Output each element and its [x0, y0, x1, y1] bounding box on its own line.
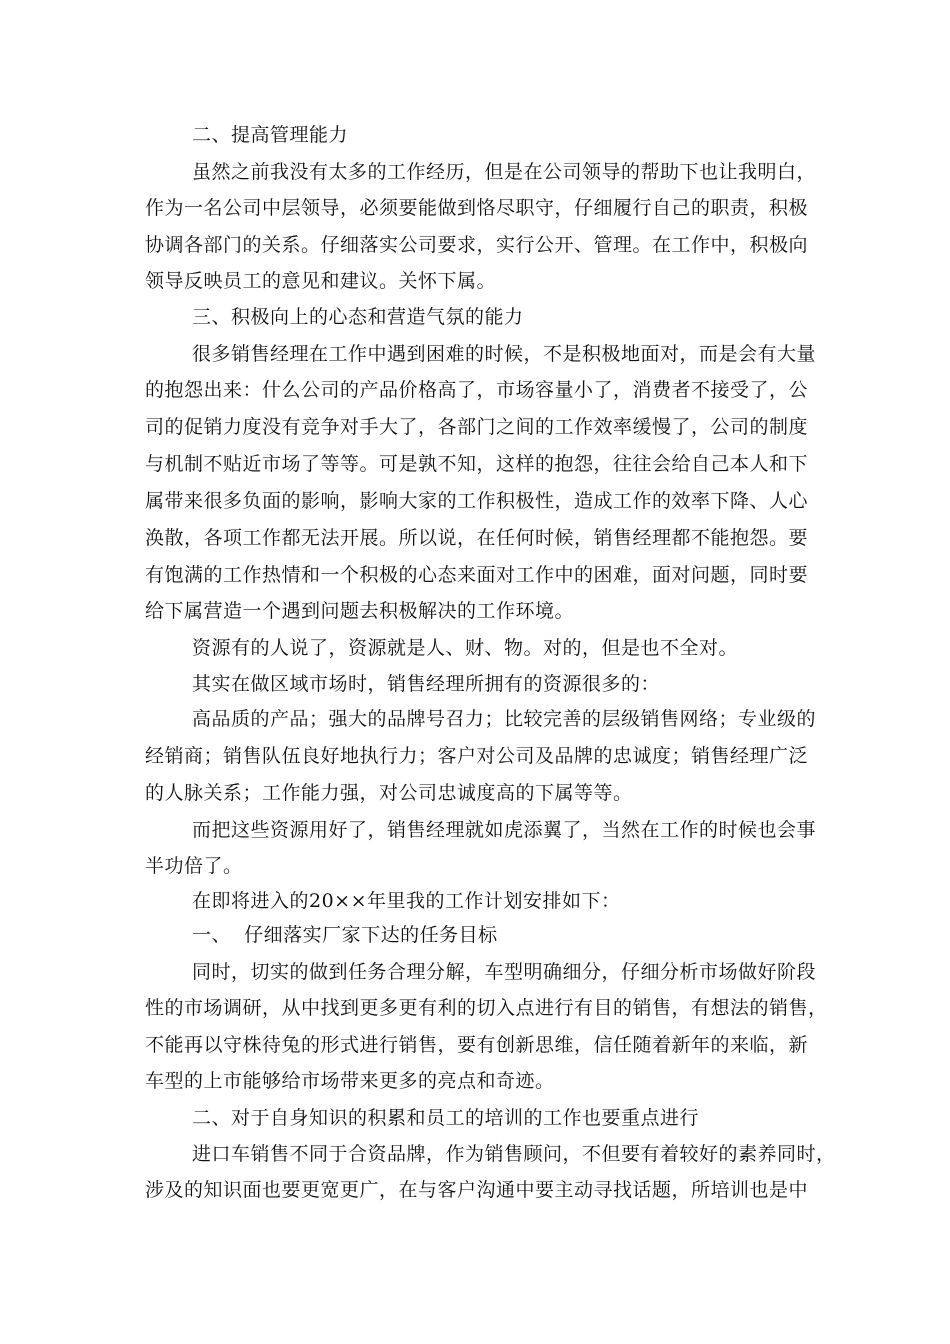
paragraph-line: 在即将进入的20××年里我的工作计划安排如下：	[192, 890, 621, 912]
paragraph-line: 资源有的人说了，资源就是人、财、物。对的，但是也不全对。	[192, 637, 739, 659]
paragraph-line: 与机制不贴近市场了等等。可是孰不知，这样的抱怨，往往会给自己本人和下	[145, 453, 809, 475]
paragraph-line: 性的市场调研，从中找到更多更有利的切入点进行有目的销售，有想法的销售，	[145, 997, 828, 1019]
paragraph-line: 作为一名公司中层领导，必须要能做到恪尽职守，仔细履行自己的职责，积极	[145, 197, 809, 219]
paragraph-line: 涣散，各项工作都无法开展。所以说，在任何时候，销售经理都不能抱怨。要	[145, 527, 809, 549]
paragraph-line: 车型的上市能够给市场带来更多的亮点和奇迹。	[145, 1070, 555, 1092]
paragraph-line: 领导反映员工的意见和建议。关怀下属。	[145, 270, 497, 292]
paragraph-line: 的人脉关系；工作能力强，对公司忠诚度高的下属等等。	[145, 782, 633, 804]
paragraph-line: 有饱满的工作热情和一个积极的心态来面对工作中的困难，面对问题，同时要	[145, 564, 809, 586]
paragraph-line: 进口车销售不同于合资品牌，作为销售顾问，不但要有着较好的素养同时，	[192, 1143, 836, 1165]
paragraph-line: 很多销售经理在工作中遇到困难的时候，不是积极地面对，而是会有大量	[192, 343, 817, 365]
section-heading: 一、 仔细落实厂家下达的任务目标	[192, 924, 498, 946]
paragraph-line: 而把这些资源用好了，销售经理就如虎添翼了，当然在工作的时候也会事	[192, 819, 817, 841]
paragraph-line: 其实在做区域市场时，销售经理所拥有的资源很多的：	[192, 673, 661, 695]
section-heading: 三、积极向上的心态和营造气氛的能力	[192, 306, 524, 328]
paragraph-line: 属带来很多负面的影响，影响大家的工作积极性，造成工作的效率下降、人心	[145, 490, 809, 512]
paragraph-line: 给下属营造一个遇到问题去积极解决的工作环境。	[145, 600, 575, 622]
paragraph-line: 不能再以守株待兔的形式进行销售，要有创新思维，信任随着新年的来临，新	[145, 1034, 809, 1056]
paragraph-line: 虽然之前我没有太多的工作经历，但是在公司领导的帮助下也让我明白，	[192, 161, 817, 183]
paragraph-line: 涉及的知识面也要更宽更广，在与客户沟通中要主动寻找话题，所培训也是中	[145, 1179, 809, 1201]
paragraph-line: 的抱怨出来：什么公司的产品价格高了，市场容量小了，消费者不接受了，公	[145, 379, 809, 401]
paragraph-line: 经销商；销售队伍良好地执行力；客户对公司及品牌的忠诚度；销售经理广泛	[145, 745, 809, 767]
paragraph-line: 高品质的产品；强大的品牌号召力；比较完善的层级销售网络；专业级的	[192, 708, 817, 730]
paragraph-line: 同时，切实的做到任务合理分解，车型明确细分，仔细分析市场做好阶段	[192, 961, 817, 983]
paragraph-line: 半功倍了。	[145, 855, 243, 877]
paragraph-line: 协调各部门的关系。仔细落实公司要求，实行公开、管理。在工作中，积极向	[145, 234, 809, 256]
section-heading: 二、对于自身知识的积累和员工的培训的工作也要重点进行	[192, 1107, 700, 1129]
section-heading: 二、提高管理能力	[192, 124, 349, 146]
paragraph-line: 司的促销力度没有竞争对手大了，各部门之间的工作效率缓慢了，公司的制度	[145, 416, 809, 438]
